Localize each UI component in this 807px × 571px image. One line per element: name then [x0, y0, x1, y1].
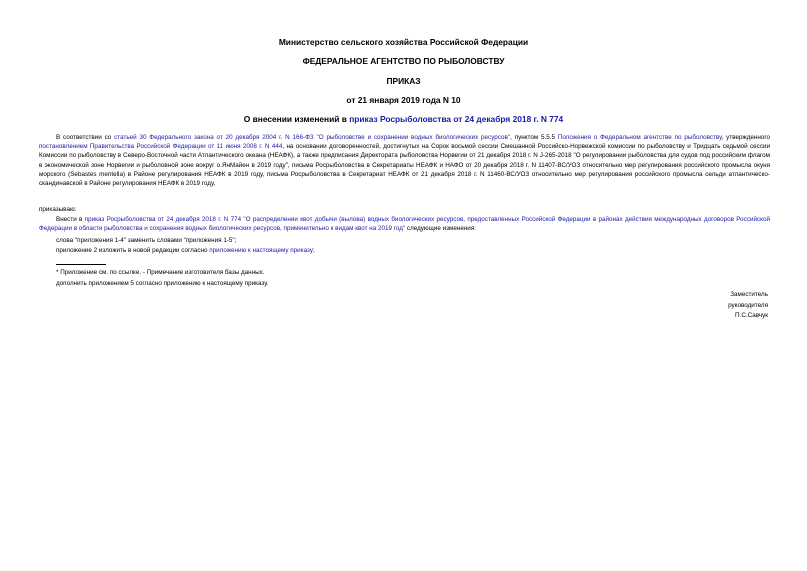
doc-subject-prefix: О внесении изменений в: [243, 114, 350, 124]
preamble-paragraph: [39, 133, 770, 188]
signature-name: П.С.Савчук: [735, 312, 768, 319]
amended-order-link[interactable]: приказ Росрыболовства от 24 декабря 2018 г. N 774 "О распределении квот добычи (вылова) водных биологических ресурсов, предоставленных Российской Федерации в районах действия международных договоров Российской Федерации в области рыболовства и сохранения водных биологических ресурсов, применительно к видам квот на 2019 год": [39, 216, 770, 233]
preamble-text-3: , утвержденного: [721, 134, 770, 141]
preamble-text-1: В соответствии со: [56, 134, 115, 141]
order-text-2: следующие изменения:: [405, 225, 476, 233]
preamble-text-4: , на основании договоренностей, достигнутых на Сорок восьмой сессии Смешанной Российско-Норвежской комиссии по рыболовству и Тридцать седьмой сессии Комиссии по рыболовству в Северо-Восточной части Атлантического океана (НЕАФК), а также предписания Директората рыболовства Норвегии от 21 декабря 2018 г. N J-265-2018 "О регулировании рыболовства для судов под российским флагом в экономической зоне Норвегии и рыболовной зоне вокруг о.ЯнМайен в 2019 году", письма Росрыболовства в Секретариаты НЕАФК и НАФО от 20 декабря 2018 г. N 11407-ВС/УОЗ относительно мер регулирования российского промысла окуня морского (Sebastes mentella) в Районе регулирования НЕАФК в 2019 году, письма Росрыболовства в Секретариат НЕАФК от 21 декабря 2018 г. N 11460-ВС/УОЗ относительно мер регулирования российского промысла сельди атлантическо-скандинавской в Районе регулирования НЕАФК в 2019 году,: [39, 143, 770, 188]
signature-position-1: Заместитель: [730, 291, 768, 298]
government-resolution-link[interactable]: постановлением Правительства Российской Федерации от 11 июня 2008 г. N 444: [39, 143, 283, 151]
footnote-separator: [56, 264, 106, 265]
signature-position-2: руководителя: [728, 302, 768, 309]
doc-type: ПРИКАЗ: [386, 76, 421, 86]
change-item-2: [56, 246, 315, 255]
preamble-text-2: , пунктом 5.5.5: [510, 134, 558, 141]
change-item-1: слова "приложения 1-4" заменить словами "приложения 1-5";: [56, 237, 237, 244]
order-text-1: Внести в: [56, 216, 85, 223]
order-word: приказываю:: [39, 206, 77, 213]
agency-regulation-link[interactable]: Положения о Федеральном агентстве по рыболовству: [557, 134, 722, 141]
order-paragraph: [39, 215, 770, 233]
ministry-title: Министерство сельского хозяйства Российской Федерации: [278, 37, 529, 47]
change-item-2-text-2: ;: [313, 247, 315, 254]
change-item-3: дополнить приложением 5 согласно приложению к настоящему приказу.: [56, 280, 269, 287]
appendix-link[interactable]: приложению к настоящему приказу: [209, 247, 313, 254]
subject-order-link[interactable]: приказ Росрыболовства от 24 декабря 2018 г. N 774: [349, 114, 564, 124]
agency-title: ФЕДЕРАЛЬНОЕ АГЕНТСТВО ПО РЫБОЛОВСТВУ: [302, 56, 505, 66]
law-article-link[interactable]: статьей 30 Федерального закона от 20 декабря 2004 г. N 166-ФЗ "О рыболовстве и сохранении водных биологических ресурсов": [114, 134, 511, 141]
doc-subject: [0, 114, 807, 124]
footnote-text: * Приложение см. по ссылке. - Примечание изготовителя базы данных.: [56, 269, 265, 276]
change-item-2-text-1: приложение 2 изложить в новой редакции согласно: [56, 247, 210, 254]
doc-date-number: от 21 января 2019 года N 10: [346, 95, 461, 105]
